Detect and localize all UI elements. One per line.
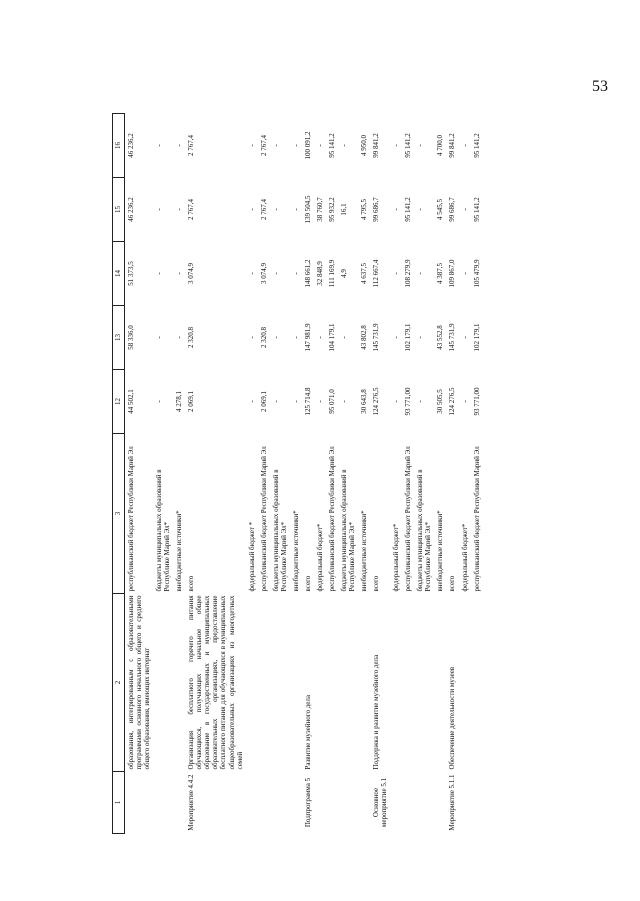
table-cell-text: всего: [303, 575, 312, 592]
table-cell-text: внебюджетные источники*: [291, 510, 300, 592]
table-cell-text: республиканский бюджет Республики Марий Эл: [327, 446, 336, 592]
table-cell-value: 30 643,8: [360, 389, 369, 414]
table-cell-text: всего: [372, 575, 381, 592]
table-cell-value: 4 278,1: [175, 391, 184, 412]
table-cell-value: 4 950,0: [360, 135, 369, 156]
table-cell-text: [459, 594, 471, 772]
table-cell-value: -: [271, 144, 280, 147]
header-cell: 2: [113, 594, 125, 772]
table-row: [471, 114, 483, 834]
table-cell-value: -: [155, 272, 164, 275]
table-cell-value: -: [460, 272, 469, 275]
table-cell-value: -: [247, 400, 256, 403]
table-cell-value: 99 841,2: [448, 133, 457, 158]
table-row: [390, 114, 402, 834]
table-cell-value: -: [247, 144, 256, 147]
table-cell-text: [459, 772, 471, 834]
table-cell-text: [270, 772, 290, 834]
table-row: [153, 114, 173, 834]
table-cell-value: -: [460, 336, 469, 339]
table-cell-text: [338, 772, 358, 834]
table-cell-text: [258, 594, 270, 772]
table-cell-text: бюджеты муниципальных образований в Республике Марий Эл*: [339, 469, 357, 592]
header-cell: 1: [113, 772, 125, 834]
table-cell-value: 2 069,1: [187, 391, 196, 412]
table-cell-value: -: [175, 144, 184, 147]
header-cell: 13: [113, 306, 125, 370]
table-row: [258, 114, 270, 834]
table-cell-value: -: [392, 272, 401, 275]
budget-table: [112, 113, 483, 834]
table-cell-value: -: [291, 336, 300, 339]
table-cell-text: федеральный бюджет*: [460, 523, 469, 592]
table-cell-value: 3 074,9: [259, 263, 268, 284]
table-cell-text: республиканский бюджет Республики Марий Эл: [472, 446, 481, 592]
table-cell-value: 108 279,9: [404, 259, 413, 288]
table-cell-value: -: [416, 272, 425, 275]
page-number: 53: [592, 78, 608, 95]
table-cell-text: [246, 594, 258, 772]
table-cell-value: -: [460, 208, 469, 211]
table-cell-value: 145 731,9: [372, 323, 381, 352]
table-cell-text: внебюджетные источники*: [175, 510, 184, 592]
table-cell-value: 147 981,9: [303, 323, 312, 352]
table-cell-text: федеральный бюджет*: [392, 523, 401, 592]
table-cell-value: -: [339, 336, 348, 339]
table-cell-value: 124 276,5: [372, 387, 381, 416]
table-cell-text: бюджеты муниципальных образований в Республике Марий Эл*: [416, 469, 433, 592]
table-cell-text: Подпрограмма 5: [303, 777, 312, 828]
table-cell-text: [414, 594, 434, 772]
table-cell-value: 2 320,8: [187, 327, 196, 348]
table-cell-value: 32 848,9: [315, 261, 324, 286]
table-row: [326, 114, 338, 834]
table-cell-text: [258, 772, 270, 834]
table-cell-text: [434, 772, 446, 834]
table-cell-value: -: [247, 336, 256, 339]
table-cell-value: 93 771,00: [472, 387, 481, 416]
header-cell: 12: [113, 370, 125, 434]
table-cell-value: -: [271, 272, 280, 275]
table-cell-value: 95 141,2: [472, 197, 481, 222]
table-cell-value: -: [416, 144, 425, 147]
table-cell-value: 2 069,1: [259, 391, 268, 412]
table-cell-value: 104 179,1: [327, 323, 336, 352]
table-cell-value: 43 802,8: [360, 325, 369, 350]
table-cell-value: 4 545,5: [436, 199, 445, 220]
table-cell-value: -: [175, 336, 184, 339]
table-cell-value: 109 867,0: [448, 259, 457, 288]
table-cell-value: -: [392, 336, 401, 339]
table-cell-value: -: [175, 208, 184, 211]
table-cell-value: 44 502,1: [127, 389, 135, 414]
table-cell-value: -: [155, 400, 164, 403]
table-cell-text: [358, 594, 370, 772]
table-cell-text: [390, 594, 402, 772]
table-row: [302, 114, 314, 834]
table-cell-value: -: [315, 400, 324, 403]
table-cell-text: всего: [448, 575, 457, 592]
table-cell-text: бюджеты муниципальных образований в Республике Марий Эл*: [155, 469, 172, 592]
table-cell-text: [314, 772, 326, 834]
table-cell-value: 4 700,0: [436, 135, 445, 156]
table-cell-value: 95 141,2: [327, 133, 336, 158]
table-body: [125, 114, 483, 834]
table-row: [173, 114, 185, 834]
table-cell-value: -: [175, 272, 184, 275]
table-cell-text: Мероприятие 5.1.1: [448, 774, 457, 831]
table-cell-text: [173, 594, 185, 772]
table-cell-text: [471, 594, 483, 772]
table-cell-value: -: [392, 144, 401, 147]
table-cell-value: 2 767,4: [187, 199, 196, 220]
table-cell-text: Организация бесплатного горячего питания обучающихся, получающих начальное общее образование в государственных и муниципальных образовательных организациях, предоставление бесплатного питания для обучающихся в муниципальных общеобразовательных организациях из многодетных семей: [187, 595, 244, 770]
table-cell-value: 102 179,1: [472, 323, 481, 352]
table-cell-text: Обеспечение деятельности музеев: [448, 666, 457, 770]
table-row: [434, 114, 446, 834]
table-cell-text: Развитие музейного дела: [303, 695, 312, 770]
table-cell-text: [338, 594, 358, 772]
table-cell-text: внебюджетные источники*: [360, 510, 369, 592]
table-cell-value: 99 841,2: [372, 133, 381, 158]
table-cell-value: 100 091,2: [303, 131, 312, 160]
table-cell-value: 125 714,8: [303, 387, 312, 416]
table-cell-value: 95 141,2: [472, 133, 481, 158]
table-cell-text: [434, 594, 446, 772]
table-row: [414, 114, 434, 834]
table-row: [125, 114, 154, 834]
table-cell-text: [290, 772, 302, 834]
header-row: [113, 114, 125, 834]
table-cell-value: -: [271, 336, 280, 339]
table-cell-value: 124 276,5: [448, 387, 457, 416]
header-cell: 16: [113, 114, 125, 178]
table-cell-value: 2 767,4: [187, 135, 196, 156]
table-cell-text: образования, интегрированным с образовательными программами основного начального общего и среднего общего образования, имеющих интернат: [127, 595, 152, 770]
table-row: [370, 114, 390, 834]
table-cell-text: [270, 594, 290, 772]
table-cell-value: -: [416, 208, 425, 211]
table-cell-text: республиканский бюджет Республики Марий Эл: [404, 446, 413, 592]
table-cell-value: 51 373,5: [127, 261, 135, 286]
table-cell-text: внебюджетные источники*: [436, 510, 445, 592]
table-row: [358, 114, 370, 834]
table-cell-value: 4 637,5: [360, 263, 369, 284]
table-cell-value: -: [291, 208, 300, 211]
table-cell-text: республиканский бюджет Республики Марий Эл: [259, 446, 268, 592]
table-cell-text: [173, 772, 185, 834]
table-cell-text: [246, 772, 258, 834]
table-cell-text: [402, 594, 414, 772]
table-cell-text: [153, 594, 173, 772]
table-cell-value: -: [460, 144, 469, 147]
table-cell-value: 102 179,1: [404, 323, 413, 352]
table-cell-value: -: [291, 272, 300, 275]
table-cell-value: 43 552,8: [436, 325, 445, 350]
table-cell-value: 99 686,7: [372, 197, 381, 222]
table-cell-text: [402, 772, 414, 834]
table-cell-text: Мероприятие 4.4.2: [187, 774, 196, 831]
table-cell-value: 93 771,00: [404, 387, 413, 416]
table-cell-value: -: [460, 400, 469, 403]
table-cell-value: -: [271, 400, 280, 403]
table-cell-value: -: [315, 144, 324, 147]
table-row: [185, 114, 245, 834]
table-cell-text: [314, 594, 326, 772]
table-cell-value: -: [392, 208, 401, 211]
table-cell-value: -: [155, 144, 164, 147]
table-cell-value: 2 767,4: [259, 199, 268, 220]
table-cell-value: 3 074,9: [187, 263, 196, 284]
table-cell-value: 30 505,5: [436, 389, 445, 414]
table-row: [290, 114, 302, 834]
table-cell-value: -: [339, 400, 348, 403]
table-cell-value: -: [155, 336, 164, 339]
table-cell-value: -: [271, 208, 280, 211]
header-cell: 15: [113, 178, 125, 242]
table-cell-text: [326, 594, 338, 772]
table-cell-text: [125, 772, 154, 834]
table-cell-value: 2 767,4: [259, 135, 268, 156]
table-cell-text: Основное мероприятие 5.1: [372, 777, 389, 828]
table-cell-text: [290, 594, 302, 772]
table-cell-value: 99 686,7: [448, 197, 457, 222]
table-row: [402, 114, 414, 834]
table-cell-text: всего: [187, 575, 196, 592]
table-cell-value: 139 504,5: [303, 195, 312, 224]
table-cell-value: 145 731,9: [448, 323, 457, 352]
table-row: [446, 114, 458, 834]
table-cell-value: 111 169,9: [327, 259, 336, 288]
table-cell-value: -: [155, 208, 164, 211]
table-cell-value: -: [315, 336, 324, 339]
table-cell-value: 112 667,4: [372, 259, 381, 288]
table-cell-value: 4 387,5: [436, 263, 445, 284]
table-cell-text: [153, 772, 173, 834]
table-cell-value: 58 336,0: [127, 325, 135, 350]
table-cell-text: [471, 772, 483, 834]
table-cell-value: -: [291, 400, 300, 403]
table-row: [338, 114, 358, 834]
table-cell-value: -: [291, 144, 300, 147]
table-cell-value: -: [247, 272, 256, 275]
table-cell-text: [414, 772, 434, 834]
table-cell-value: -: [416, 336, 425, 339]
table-cell-value: 46 236,2: [127, 133, 135, 158]
table-row: [246, 114, 258, 834]
header-cell: 3: [113, 434, 125, 594]
table-cell-text: федеральный бюджет*: [315, 523, 324, 592]
table-cell-value: 95 141,2: [404, 197, 413, 222]
table-cell-value: 38 760,7: [315, 197, 324, 222]
table-row: [459, 114, 471, 834]
table-cell-value: -: [247, 208, 256, 211]
header-cell: 14: [113, 242, 125, 306]
table-cell-value: 4,9: [339, 269, 348, 278]
table-cell-text: [390, 772, 402, 834]
table-cell-value: -: [392, 400, 401, 403]
table-cell-text: [358, 772, 370, 834]
table-cell-value: 95 141,2: [404, 133, 413, 158]
table-cell-text: федеральный бюджет *: [247, 521, 256, 592]
table-cell-value: 2 320,8: [259, 327, 268, 348]
table-cell-value: 148 661,2: [303, 259, 312, 288]
rotated-table-container: [112, 114, 622, 834]
table-cell-value: 46 236,2: [127, 197, 135, 222]
table-cell-value: 16,1: [339, 203, 348, 216]
table-row: [314, 114, 326, 834]
table-cell-text: республиканский бюджет Республики Марий Эл: [127, 446, 135, 592]
table-cell-value: 95 071,0: [327, 389, 336, 414]
table-cell-value: 4 795,5: [360, 199, 369, 220]
table-cell-text: Поддержка и развитие музейного дела: [372, 654, 381, 770]
table-cell-value: -: [339, 144, 348, 147]
table-cell-text: [326, 772, 338, 834]
table-cell-value: 105 479,9: [472, 259, 481, 288]
table-cell-text: бюджеты муниципальных образований в Республике Марий Эл*: [271, 469, 288, 592]
table-cell-value: -: [416, 400, 425, 403]
table-row: [270, 114, 290, 834]
table-cell-value: 95 932,2: [327, 197, 336, 222]
